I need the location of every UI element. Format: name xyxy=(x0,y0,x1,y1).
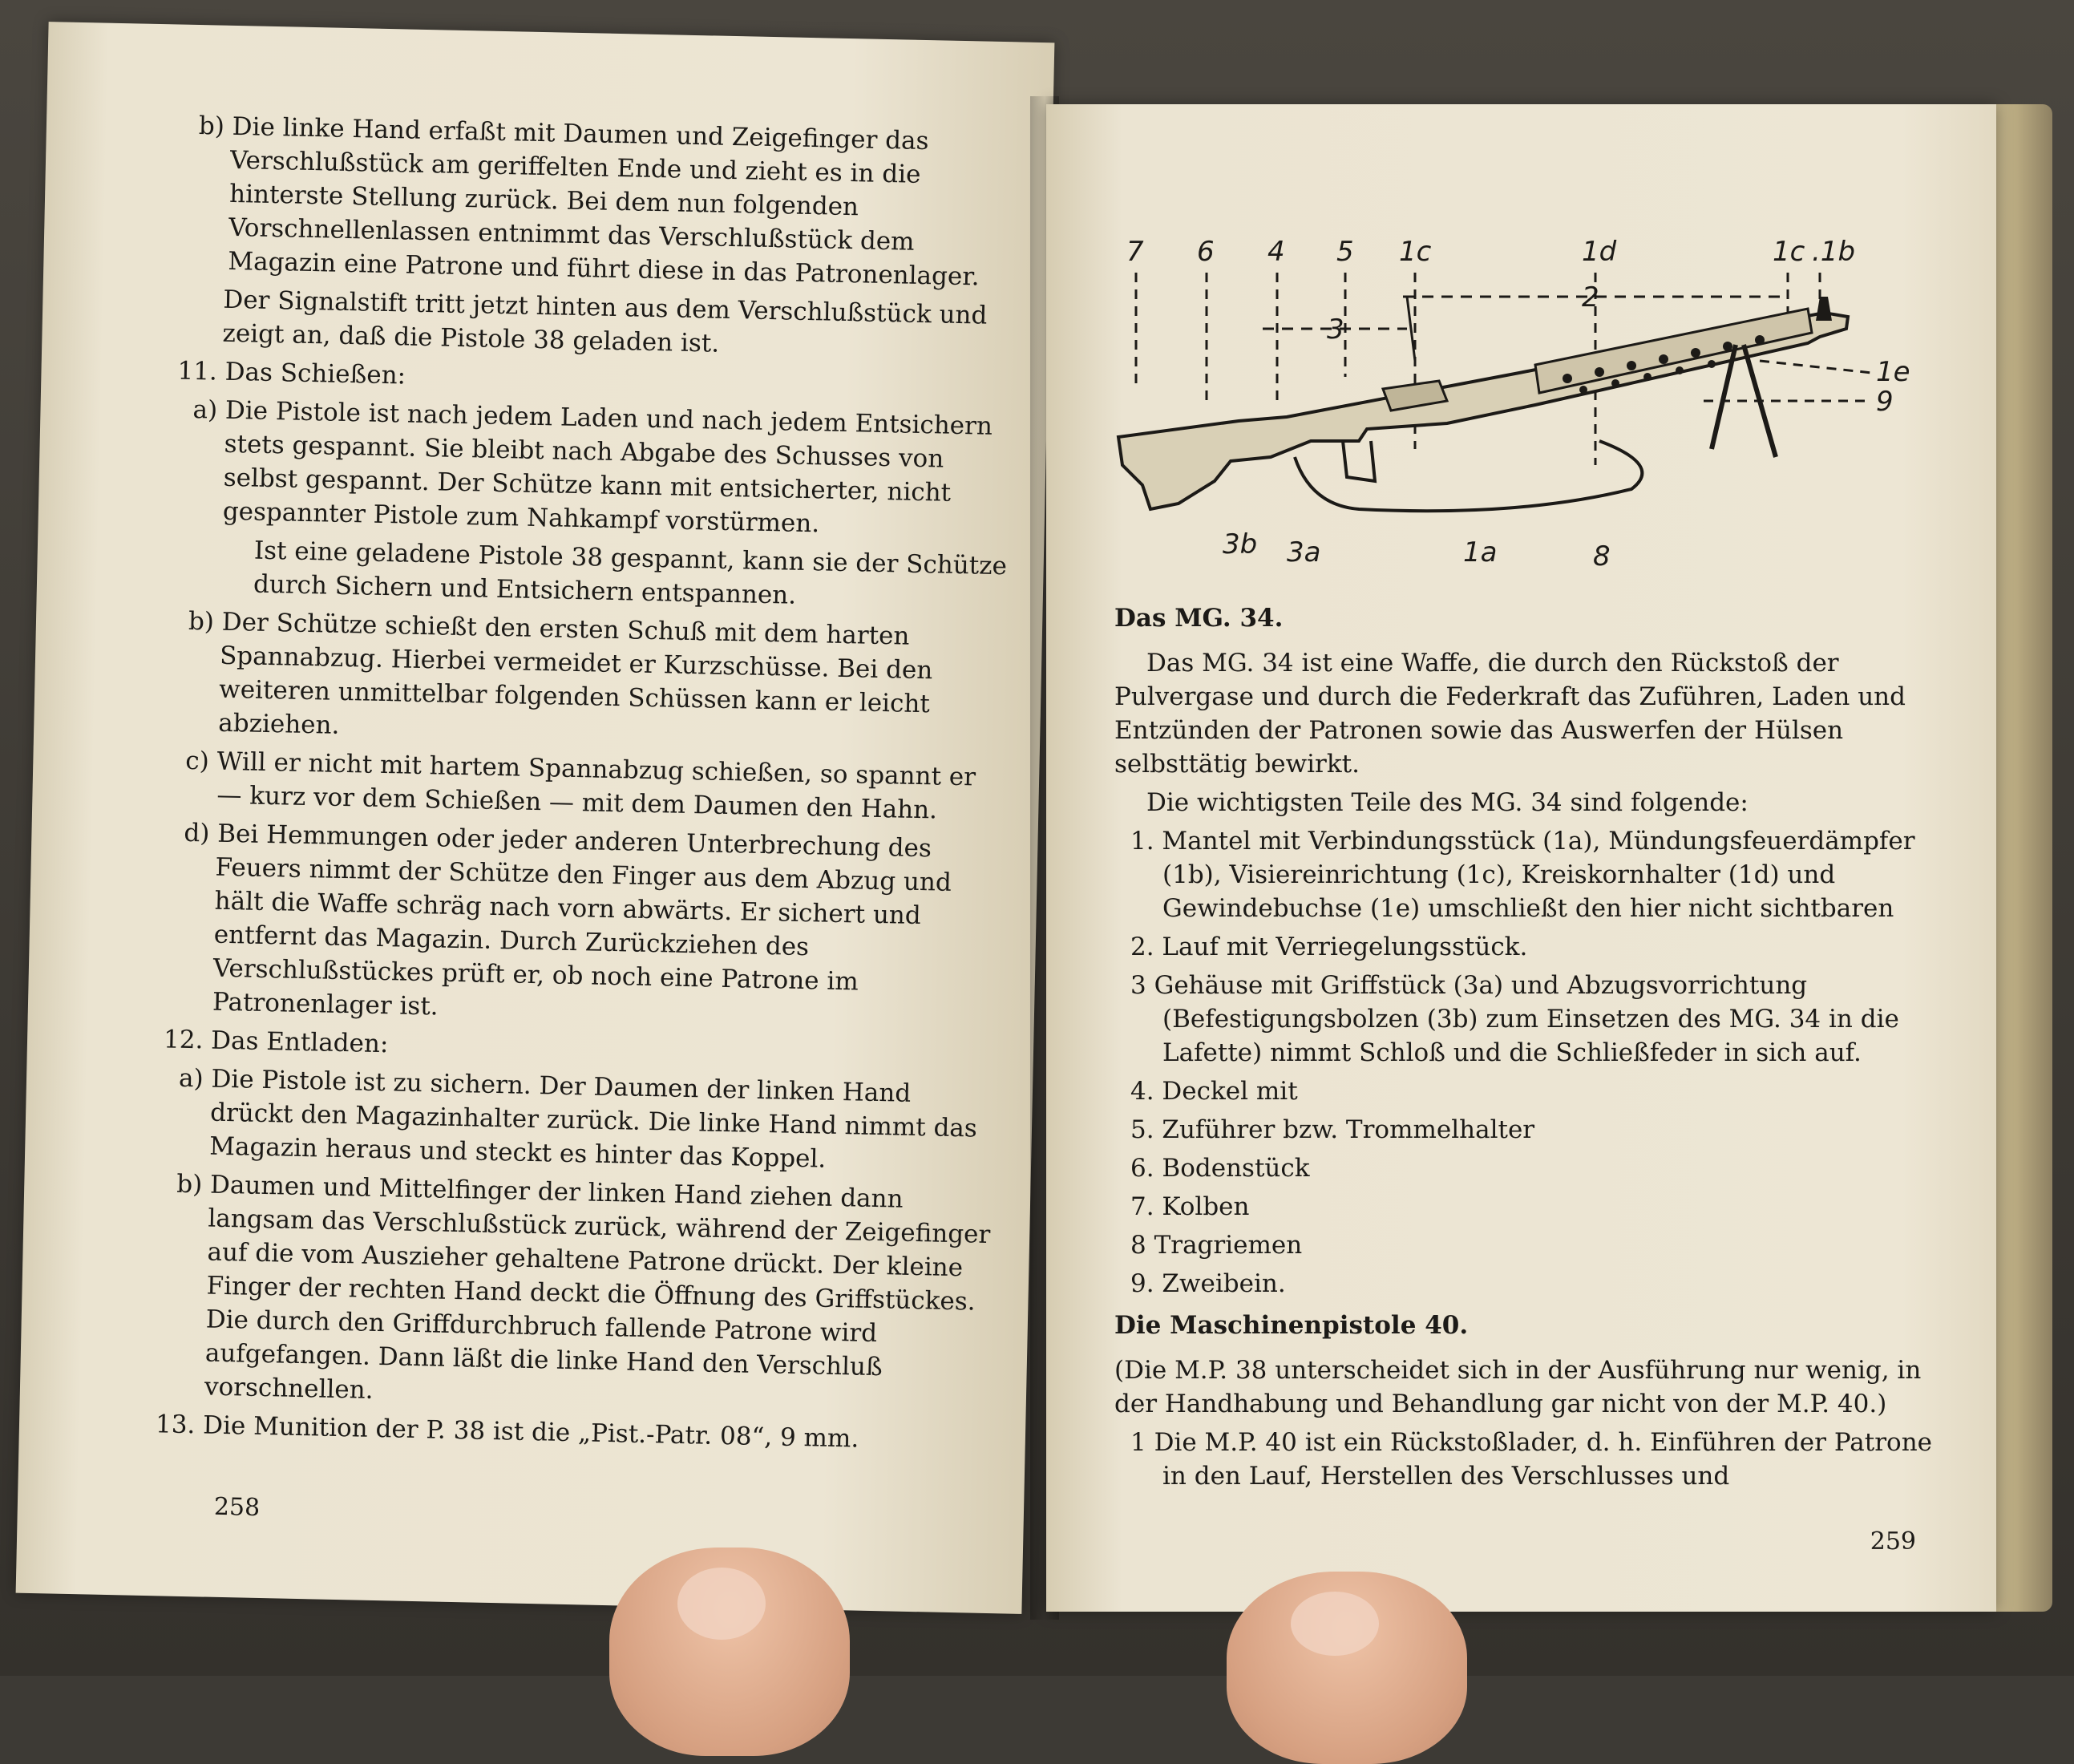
heading-12: 12. Das Entladen: xyxy=(163,1025,389,1059)
label-4: 4 xyxy=(1267,236,1285,268)
parts-intro: Die wichtigsten Teile des MG. 34 sind folgende: xyxy=(1146,788,1749,817)
label-1d: 1d xyxy=(1582,236,1617,268)
part-5: 5. Zuführer bzw. Trommelhalter xyxy=(1130,1115,1535,1144)
caption-mg34: Das MG. 34. xyxy=(1114,604,1284,633)
label-7: 7 xyxy=(1126,236,1144,268)
label-1c-a: 1c xyxy=(1399,236,1432,268)
label-3: 3 xyxy=(1327,314,1344,346)
paragraph-11b: b) Der Schütze schießt den ersten Schuß mit dem harten Spannabzug. Hierbei vermeidet er Kurzschüsse. Bei den weiteren unmittelbar folgenden Schüssen kann er leicht abziehen. xyxy=(188,606,933,740)
trigger-grip xyxy=(1319,441,1375,481)
label-2: 2 xyxy=(1582,281,1599,314)
mp40-item-1: 1 Die M.P. 40 ist ein Rückstoßlader, d. h. Einführen der Patrone in den Lauf, Herstellen des Verschlusses und xyxy=(1130,1428,1933,1491)
paragraph-11a-2: Ist eine geladene Pistole 38 gespannt, kann sie der Schütze durch Sichern und Entsichern entspannen. xyxy=(253,536,1008,610)
part-6: 6. Bodenstück xyxy=(1130,1154,1310,1183)
label-3a: 3a xyxy=(1287,536,1321,568)
part-2: 2. Lauf mit Verriegelungsstück. xyxy=(1130,933,1528,961)
intro-mg34: Das MG. 34 ist eine Waffe, die durch den Rückstoß der Pulvergase und durch die Federkraft das Zuführen, Laden und Entzünden der Patronen sowie das Auswerfen der Hülsen selbsttätig bewirkt. xyxy=(1114,649,1906,779)
label-6: 6 xyxy=(1197,236,1215,268)
paragraph-13: 13. Die Munition der P. 38 ist die „Pist.-Patr. 08“, 9 mm. xyxy=(155,1410,859,1454)
label-5: 5 xyxy=(1336,236,1354,268)
paragraph-11c: c) Will er nicht mit hartem Spannabzug schießen, so spannt er — kurz vor dem Schießen — mit dem Daumen den Hahn. xyxy=(185,746,976,825)
right-page xyxy=(1046,104,1996,1612)
page-number-left: 258 xyxy=(213,1492,261,1522)
paragraph-12b: b) Daumen und Mittelfinger der linken Hand ziehen dann langsam das Verschlußstück zurück, während der Zeigefinger auf die vom Auszieher gehaltene Patrone drückt. Der kleine Finger der rechten Hand deckt die Öffnung des Griffstückes. Die durch den Griffdurchbruch fallende Patrone wird aufgefangen. Dann läßt die linke Hand den Verschluß vorschnellen. xyxy=(176,1169,991,1405)
page-number-right: 259 xyxy=(1870,1527,1916,1556)
label-1e: 1e xyxy=(1876,356,1910,388)
paragraph-b: b) Die linke Hand erfaßt mit Daumen und Zeigefinger das Verschlußstück am geriffelten Ende und zieht es in die hinterste Stellung zurück. Bei dem nun folgenden Vorschnellenlassen entnimmt das Verschlußstück dem Magazin eine Patrone und führt diese in das Patronenlager. xyxy=(198,111,980,292)
right-thumbnail xyxy=(1291,1592,1379,1656)
note-mp38: (Die M.P. 38 unterscheidet sich in der Ausführung nur wenig, in der Handhabung und Behandlung gar nicht von der M.P. 40.) xyxy=(1114,1356,1922,1418)
mg34-gun-outline xyxy=(1118,297,1848,511)
label-1a: 1a xyxy=(1463,536,1498,568)
part-4: 4. Deckel mit xyxy=(1130,1077,1298,1106)
part-1: 1. Mantel mit Verbindungsstück (1a), Mündungsfeuerdämpfer (1b), Visiereinrichtung (1c), Kreiskornhalter (1d) und Gewindebuchse (1e) umschließt den hier nicht sichtbaren xyxy=(1130,827,1915,923)
label-1b: .1b xyxy=(1812,236,1856,268)
label-1c-b: 1c xyxy=(1773,236,1805,268)
heading-11: 11. Das Schießen: xyxy=(177,356,406,390)
right-page-text xyxy=(1114,593,1940,1498)
part-3: 3 Gehäuse mit Griffstück (3a) und Abzugsvorrichtung (Befestigungsbolzen (3b) zum Einsetzen des MG. 34 in die Lafette) nimmt Schloß und die Schließfeder in sich auf. xyxy=(1130,971,1899,1067)
front-sight xyxy=(1816,297,1832,321)
part-9: 9. Zweibein. xyxy=(1130,1269,1286,1298)
label-3b: 3b xyxy=(1223,528,1258,560)
mg34-diagram xyxy=(1102,200,1952,577)
left-page-text xyxy=(155,109,1017,1463)
paragraph-11a: a) Die Pistole ist nach jedem Laden und nach jedem Entsichern stets gespannt. Sie bleibt nach Abgabe des Schusses von selbst gespannt. Der Schütze kann mit entsicherter, nicht gespannter Pistole zum Nahkampf vorstürmen. xyxy=(192,394,993,539)
label-9: 9 xyxy=(1876,386,1894,418)
label-8: 8 xyxy=(1593,540,1611,572)
heading-mp40: Die Maschinenpistole 40. xyxy=(1114,1311,1469,1340)
paragraph-signalstift: Der Signalstift tritt jetzt hinten aus dem Verschlußstück und zeigt an, daß die Pistole 38 geladen ist. xyxy=(222,285,988,358)
paragraph-11d: d) Bei Hemmungen oder jeder anderen Unterbrechung des Feuers nimmt der Schütze den Finger aus dem Abzug und hält die Waffe schräg nach vorn abwärts. Er sichert und entfernt das Magazin. Durch Zurückziehen des Verschlußstückes prüft er, ob noch eine Patrone im Patronenlager ist. xyxy=(184,818,952,1022)
leader-1e xyxy=(1760,361,1872,373)
left-thumbnail xyxy=(677,1568,766,1640)
paragraph-12a: a) Die Pistole ist zu sichern. Der Daumen der linken Hand drückt den Magazinhalter zurück. Die linke Hand nimmt das Magazin heraus und steckt es hinter das Koppel. xyxy=(178,1063,978,1174)
part-8: 8 Tragriemen xyxy=(1130,1231,1303,1260)
left-page xyxy=(16,22,1055,1614)
part-7: 7. Kolben xyxy=(1130,1192,1250,1221)
